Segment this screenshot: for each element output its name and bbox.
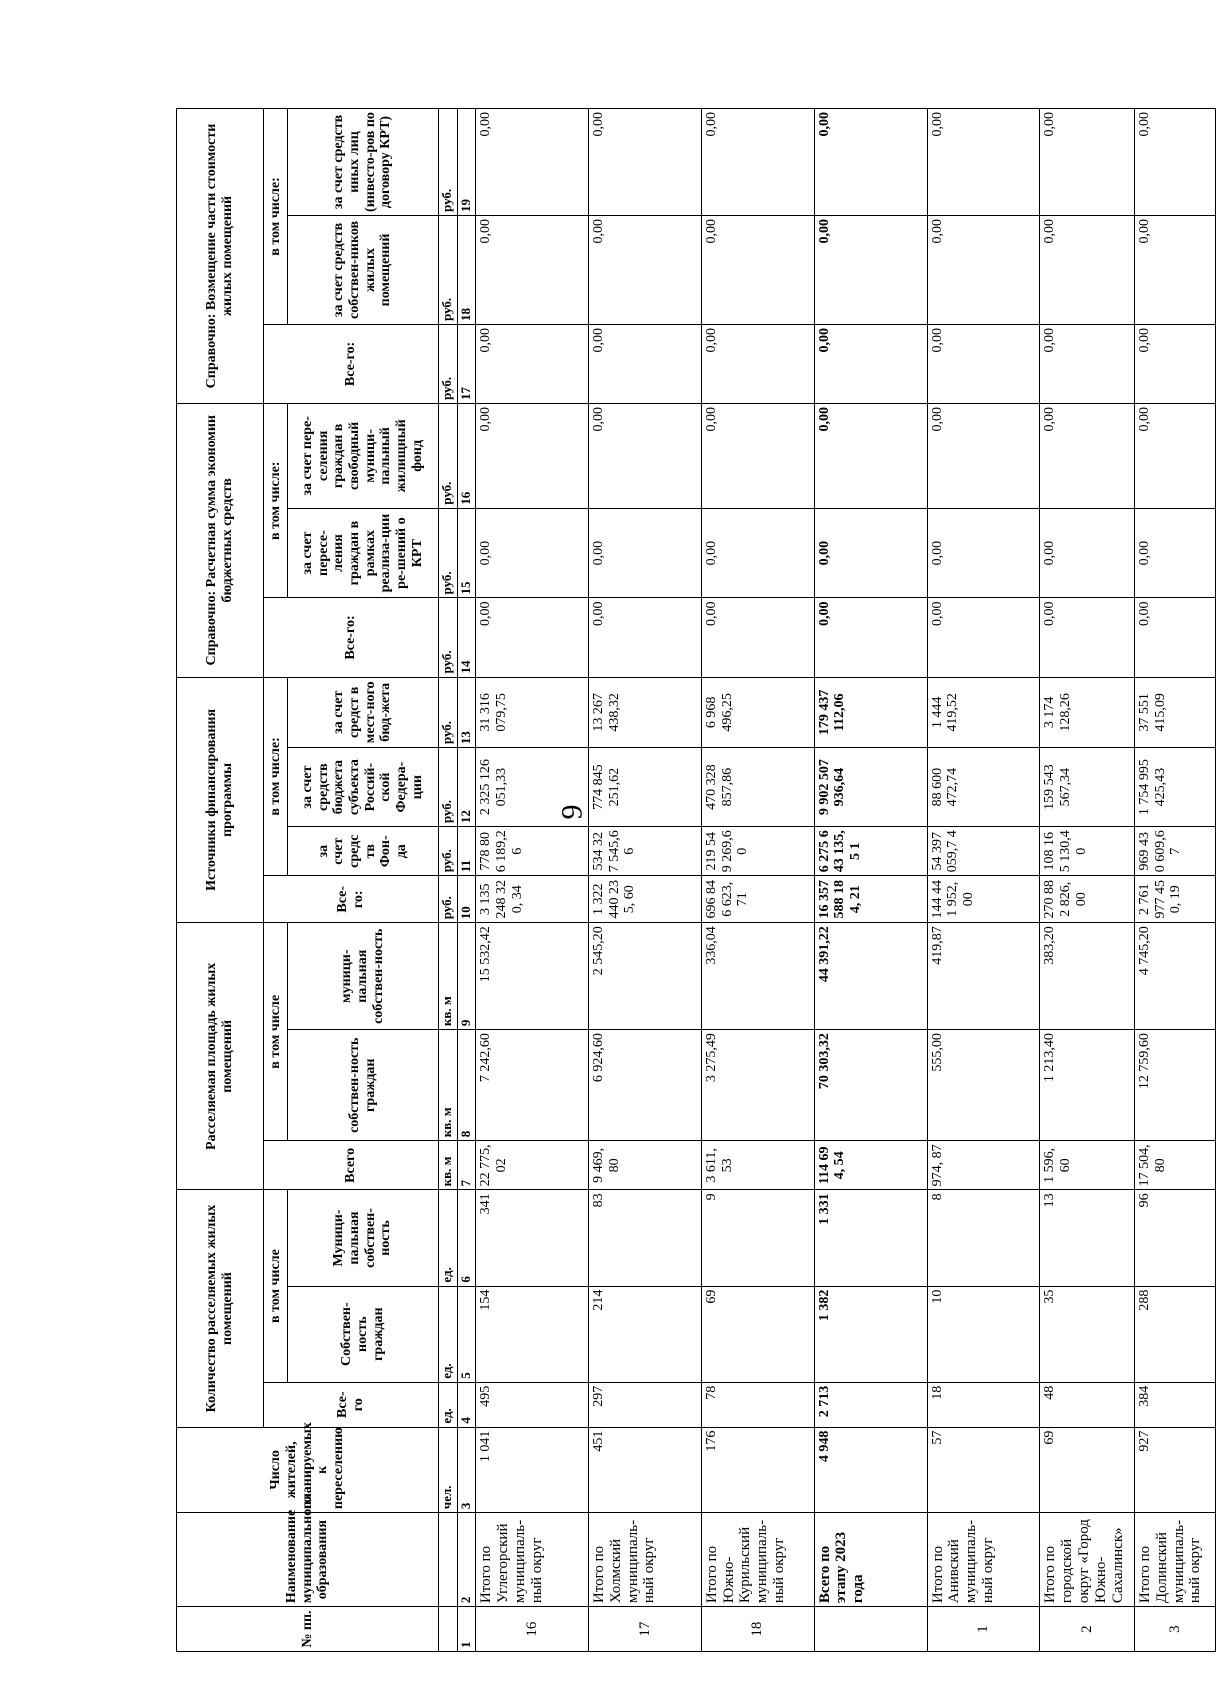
cell-area-private: 3 275,49 (701, 1030, 814, 1141)
cell-area-municipal: 4 745,20 (1135, 923, 1216, 1030)
cell-comp-others: 0,00 (701, 109, 814, 216)
cell-econ-total: 0,00 (476, 598, 589, 677)
header-econ-total: Все-го: (264, 598, 439, 677)
cell-comp-others: 0,00 (927, 109, 1040, 216)
cell-fin-fund: 54 397 059,7 4 (927, 827, 1040, 876)
unit-cell: ед. (438, 1382, 457, 1427)
cell-fin-local: 1 444 419,52 (927, 677, 1040, 748)
header-comp-others: за счет средств иных лиц (инвесто-ров по договору КРТ) (287, 109, 438, 216)
cell-comp-total: 0,00 (476, 324, 589, 403)
cell-fin-subject: 88 600 472,74 (927, 748, 1040, 827)
cell-fin-subject: 9 902 507 936,64 (814, 748, 927, 827)
header-count-private: Собствен-ность граждан (287, 1286, 438, 1382)
cell-comp-total: 0,00 (1040, 324, 1135, 403)
table-row (927, 109, 1040, 1652)
cell-count-total: 78 (701, 1382, 814, 1427)
cell-area-total: 1 596, 60 (1040, 1141, 1135, 1190)
cell-residents: 69 (1040, 1427, 1135, 1512)
cell-fin-total: 144 441 952, 00 (927, 876, 1040, 923)
header-comp-group: Справочно: Возмещение части стоимости жилых помещений (177, 109, 264, 404)
header-comp-in-total: в том числе: (264, 109, 287, 325)
cell-area-municipal: 383,20 (1040, 923, 1135, 1030)
cell-count-total: 297 (589, 1382, 702, 1427)
column-number-cell: 8 (457, 1030, 476, 1141)
cell-econ-krt: 0,00 (476, 508, 589, 598)
cell-residents: 4 948 (814, 1427, 927, 1512)
cell-comp-owners: 0,00 (927, 215, 1040, 324)
cell-econ-fund: 0,00 (1040, 404, 1135, 509)
cell-econ-krt: 0,00 (1040, 508, 1135, 598)
header-fin-fund: за счет средс тв Фон-да (287, 827, 438, 876)
header-count-municipal: Муници-пальная собствен-ность (287, 1190, 438, 1286)
unit-cell: руб. (438, 508, 457, 598)
header-area-in-total: в том числе (264, 923, 287, 1141)
header-comp-owners: за счет средств собствен-ников жилых помещений (287, 215, 438, 324)
header-econ-in-total: в том числе: (264, 404, 287, 598)
column-number-cell: 5 (457, 1286, 476, 1382)
header-econ-krt: за счет пересе-ления граждан в рамках реализа-ции ре-шений о КРТ (287, 508, 438, 598)
column-number-cell: 12 (457, 748, 476, 827)
column-numbers-row (457, 109, 476, 1652)
unit-cell: кв. м (438, 1030, 457, 1141)
header-num: № пп. (177, 1607, 439, 1652)
unit-cell: чел. (438, 1427, 457, 1512)
table-row (701, 109, 814, 1652)
cell-econ-total: 0,00 (589, 598, 702, 677)
cell-comp-others: 0,00 (814, 109, 927, 216)
cell-num (814, 1607, 927, 1652)
header-fin-subject: за счет средств бюджета субъекта Россий-ской Федера-ции (287, 748, 438, 827)
column-number-cell: 11 (457, 827, 476, 876)
unit-cell: руб. (438, 324, 457, 403)
units-row (438, 109, 457, 1652)
cell-num: 1 (927, 1607, 1040, 1652)
cell-area-total: 22 775, 02 (476, 1141, 589, 1190)
table-body (476, 109, 1216, 1652)
cell-count-municipal: 8 (927, 1190, 1040, 1286)
cell-residents: 1 041 (476, 1427, 589, 1512)
cell-count-total: 2 713 (814, 1382, 927, 1427)
cell-fin-total: 3 135 248 320, 34 (476, 876, 589, 923)
cell-fin-subject: 1 754 995 425,43 (1135, 748, 1216, 827)
cell-count-municipal: 96 (1135, 1190, 1216, 1286)
cell-fin-fund: 219 549 269,6 0 (701, 827, 814, 876)
header-count-group: Количество расселяемых жилых помещений (177, 1190, 264, 1427)
unit-cell: руб. (438, 404, 457, 509)
cell-fin-subject: 2 325 126 051,33 (476, 748, 589, 827)
cell-fin-local: 6 968 496,25 (701, 677, 814, 748)
unit-cell: кв. м (438, 1141, 457, 1190)
table-row (589, 109, 702, 1652)
column-number-cell: 9 (457, 923, 476, 1030)
cell-count-private: 10 (927, 1286, 1040, 1382)
cell-count-total: 18 (927, 1382, 1040, 1427)
column-number-cell: 13 (457, 677, 476, 748)
unit-cell: руб. (438, 748, 457, 827)
cell-count-private: 35 (1040, 1286, 1135, 1382)
cell-econ-total: 0,00 (927, 598, 1040, 677)
cell-name: Итого по Холмский муниципаль-ный округ (589, 1513, 702, 1607)
header-area-total: Всего (264, 1141, 439, 1190)
column-number-cell: 15 (457, 508, 476, 598)
cell-num: 17 (589, 1607, 702, 1652)
cell-residents: 927 (1135, 1427, 1216, 1512)
column-number-cell: 6 (457, 1190, 476, 1286)
unit-cell: руб. (438, 677, 457, 748)
cell-fin-local: 13 267 438,32 (589, 677, 702, 748)
cell-area-total: 17 504, 80 (1135, 1141, 1216, 1190)
cell-comp-owners: 0,00 (701, 215, 814, 324)
column-number-cell: 17 (457, 324, 476, 403)
cell-econ-total: 0,00 (1135, 598, 1216, 677)
cell-fin-fund: 534 327 545,6 6 (589, 827, 702, 876)
cell-count-municipal: 83 (589, 1190, 702, 1286)
unit-cell: ед. (438, 1190, 457, 1286)
cell-name: Итого по Анивский муниципаль-ный округ (927, 1513, 1040, 1607)
resettlement-table (176, 108, 1216, 1652)
header-fin-local: за счет средст в мест-ного бюд-жета (287, 677, 438, 748)
cell-count-private: 1 382 (814, 1286, 927, 1382)
header-area-group: Расселяемая площадь жилых помещений (177, 923, 264, 1190)
header-comp-total: Все-го: (264, 324, 439, 403)
cell-comp-owners: 0,00 (1135, 215, 1216, 324)
unit-cell: руб. (438, 109, 457, 216)
cell-comp-others: 0,00 (476, 109, 589, 216)
header-area-municipal: муници-пальная собствен-ность (287, 923, 438, 1030)
cell-area-municipal: 419,87 (927, 923, 1040, 1030)
unit-cell: руб. (438, 876, 457, 923)
cell-econ-total: 0,00 (814, 598, 927, 677)
cell-count-private: 154 (476, 1286, 589, 1382)
cell-fin-local: 3 174 128,26 (1040, 677, 1135, 748)
cell-area-private: 555,00 (927, 1030, 1040, 1141)
cell-fin-subject: 159 543 567,34 (1040, 748, 1135, 827)
unit-cell: кв. м (438, 923, 457, 1030)
cell-num: 3 (1135, 1607, 1216, 1652)
cell-count-private: 214 (589, 1286, 702, 1382)
cell-area-municipal: 2 545,20 (589, 923, 702, 1030)
cell-fin-total: 696 846 623, 71 (701, 876, 814, 923)
cell-name: Итого по Южно-Курильский муниципаль-ный округ (701, 1513, 814, 1607)
cell-area-private: 12 759,60 (1135, 1030, 1216, 1141)
cell-name: Итого по Долинский муниципаль-ный округ (1135, 1513, 1216, 1607)
cell-comp-others: 0,00 (1040, 109, 1135, 216)
cell-fin-fund: 969 430 609,6 7 (1135, 827, 1216, 876)
cell-area-private: 70 303,32 (814, 1030, 927, 1141)
cell-count-total: 48 (1040, 1382, 1135, 1427)
unit-cell: руб. (438, 215, 457, 324)
header-count-in-total: в том числе (264, 1190, 287, 1382)
cell-econ-total: 0,00 (1040, 598, 1135, 677)
cell-name: Итого по городской округ «Город Южно-Сахалинск» (1040, 1513, 1135, 1607)
cell-econ-total: 0,00 (701, 598, 814, 677)
cell-residents: 176 (701, 1427, 814, 1512)
column-number-cell: 14 (457, 598, 476, 677)
cell-count-private: 69 (701, 1286, 814, 1382)
cell-comp-others: 0,00 (1135, 109, 1216, 216)
cell-count-municipal: 13 (1040, 1190, 1135, 1286)
table-row (476, 109, 589, 1652)
cell-econ-fund: 0,00 (476, 404, 589, 509)
column-number-cell: 7 (457, 1141, 476, 1190)
cell-econ-fund: 0,00 (1135, 404, 1216, 509)
cell-fin-subject: 470 328 857,86 (701, 748, 814, 827)
cell-econ-fund: 0,00 (701, 404, 814, 509)
cell-count-municipal: 1 331 (814, 1190, 927, 1286)
cell-area-total: 974, 87 (927, 1141, 1040, 1190)
cell-econ-fund: 0,00 (589, 404, 702, 509)
table-frame (176, 108, 1216, 1652)
cell-econ-krt: 0,00 (1135, 508, 1216, 598)
header-count-total: Все-го (264, 1382, 439, 1427)
cell-econ-krt: 0,00 (701, 508, 814, 598)
header-fin-group: Источники финансирования программы (177, 677, 264, 923)
cell-area-private: 1 213,40 (1040, 1030, 1135, 1141)
cell-num: 18 (701, 1607, 814, 1652)
cell-econ-krt: 0,00 (927, 508, 1040, 598)
column-number-cell: 4 (457, 1382, 476, 1427)
cell-comp-total: 0,00 (1135, 324, 1216, 403)
unit-cell: руб. (438, 598, 457, 677)
header-fin-in-total: в том числе: (264, 677, 287, 876)
cell-comp-total: 0,00 (814, 324, 927, 403)
unit-cell: ед. (438, 1286, 457, 1382)
header-econ-group: Справочно: Расчетная сумма экономии бюджетных средств (177, 404, 264, 678)
cell-fin-total: 2 761 977 450, 19 (1135, 876, 1216, 923)
header-residents: Число жителей, планируемых к переселению (177, 1427, 439, 1512)
cell-fin-subject: 774 845 251,62 (589, 748, 702, 827)
cell-count-municipal: 9 (701, 1190, 814, 1286)
cell-count-total: 495 (476, 1382, 589, 1427)
cell-fin-total: 16 357 588 184, 21 (814, 876, 927, 923)
cell-fin-local: 179 437 112,06 (814, 677, 927, 748)
cell-residents: 57 (927, 1427, 1040, 1512)
column-number-cell: 10 (457, 876, 476, 923)
table-row (814, 109, 927, 1652)
cell-fin-fund: 778 806 189,2 6 (476, 827, 589, 876)
cell-fin-total: 270 882 826, 00 (1040, 876, 1135, 923)
cell-comp-owners: 0,00 (814, 215, 927, 324)
column-number-cell: 3 (457, 1427, 476, 1512)
cell-num: 2 (1040, 1607, 1135, 1652)
column-number-cell: 16 (457, 404, 476, 509)
cell-name: Итого по Углегорский муниципаль-ный округ (476, 1513, 589, 1607)
cell-fin-fund: 108 165 130,4 0 (1040, 827, 1135, 876)
cell-comp-owners: 0,00 (1040, 215, 1135, 324)
cell-num: 16 (476, 1607, 589, 1652)
cell-area-total: 114 694, 54 (814, 1141, 927, 1190)
cell-residents: 451 (589, 1427, 702, 1512)
unit-cell (438, 1513, 457, 1607)
cell-fin-fund: 6 275 643 135,5 1 (814, 827, 927, 876)
cell-econ-fund: 0,00 (927, 404, 1040, 509)
column-number-cell: 18 (457, 215, 476, 324)
header-area-private: собствен-ность граждан (287, 1030, 438, 1141)
cell-comp-others: 0,00 (589, 109, 702, 216)
cell-count-municipal: 341 (476, 1190, 589, 1286)
cell-count-total: 384 (1135, 1382, 1216, 1427)
cell-area-private: 7 242,60 (476, 1030, 589, 1141)
cell-area-municipal: 44 391,22 (814, 923, 927, 1030)
cell-area-total: 9 469, 80 (589, 1141, 702, 1190)
header-name: Наименование муниципального образования (177, 1513, 439, 1607)
cell-fin-local: 37 551 415,09 (1135, 677, 1216, 748)
unit-cell: руб. (438, 827, 457, 876)
cell-comp-total: 0,00 (701, 324, 814, 403)
header-fin-total: Все-го: (264, 876, 439, 923)
cell-area-municipal: 336,04 (701, 923, 814, 1030)
cell-comp-owners: 0,00 (476, 215, 589, 324)
table-row (1135, 109, 1216, 1652)
unit-cell (438, 1607, 457, 1652)
cell-area-municipal: 15 532,42 (476, 923, 589, 1030)
rotated-table-container (176, 108, 1216, 1652)
cell-name: Всего по этапу 2023 года (814, 1513, 927, 1607)
column-number-cell: 1 (457, 1607, 476, 1652)
table-row (1040, 109, 1135, 1652)
cell-area-private: 6 924,60 (589, 1030, 702, 1141)
cell-area-total: 3 611, 53 (701, 1141, 814, 1190)
cell-comp-owners: 0,00 (589, 215, 702, 324)
cell-econ-krt: 0,00 (814, 508, 927, 598)
column-number-cell: 19 (457, 109, 476, 216)
page-number: 9 (555, 804, 589, 820)
cell-econ-fund: 0,00 (814, 404, 927, 509)
cell-comp-total: 0,00 (927, 324, 1040, 403)
header-econ-fund: за счет пере-селения граждан в свободный муници-пальный жилищный фонд (287, 404, 438, 509)
cell-econ-krt: 0,00 (589, 508, 702, 598)
cell-count-private: 288 (1135, 1286, 1216, 1382)
cell-fin-local: 31 316 079,75 (476, 677, 589, 748)
cell-fin-total: 1 322 440 235, 60 (589, 876, 702, 923)
column-number-cell: 2 (457, 1513, 476, 1607)
cell-comp-total: 0,00 (589, 324, 702, 403)
